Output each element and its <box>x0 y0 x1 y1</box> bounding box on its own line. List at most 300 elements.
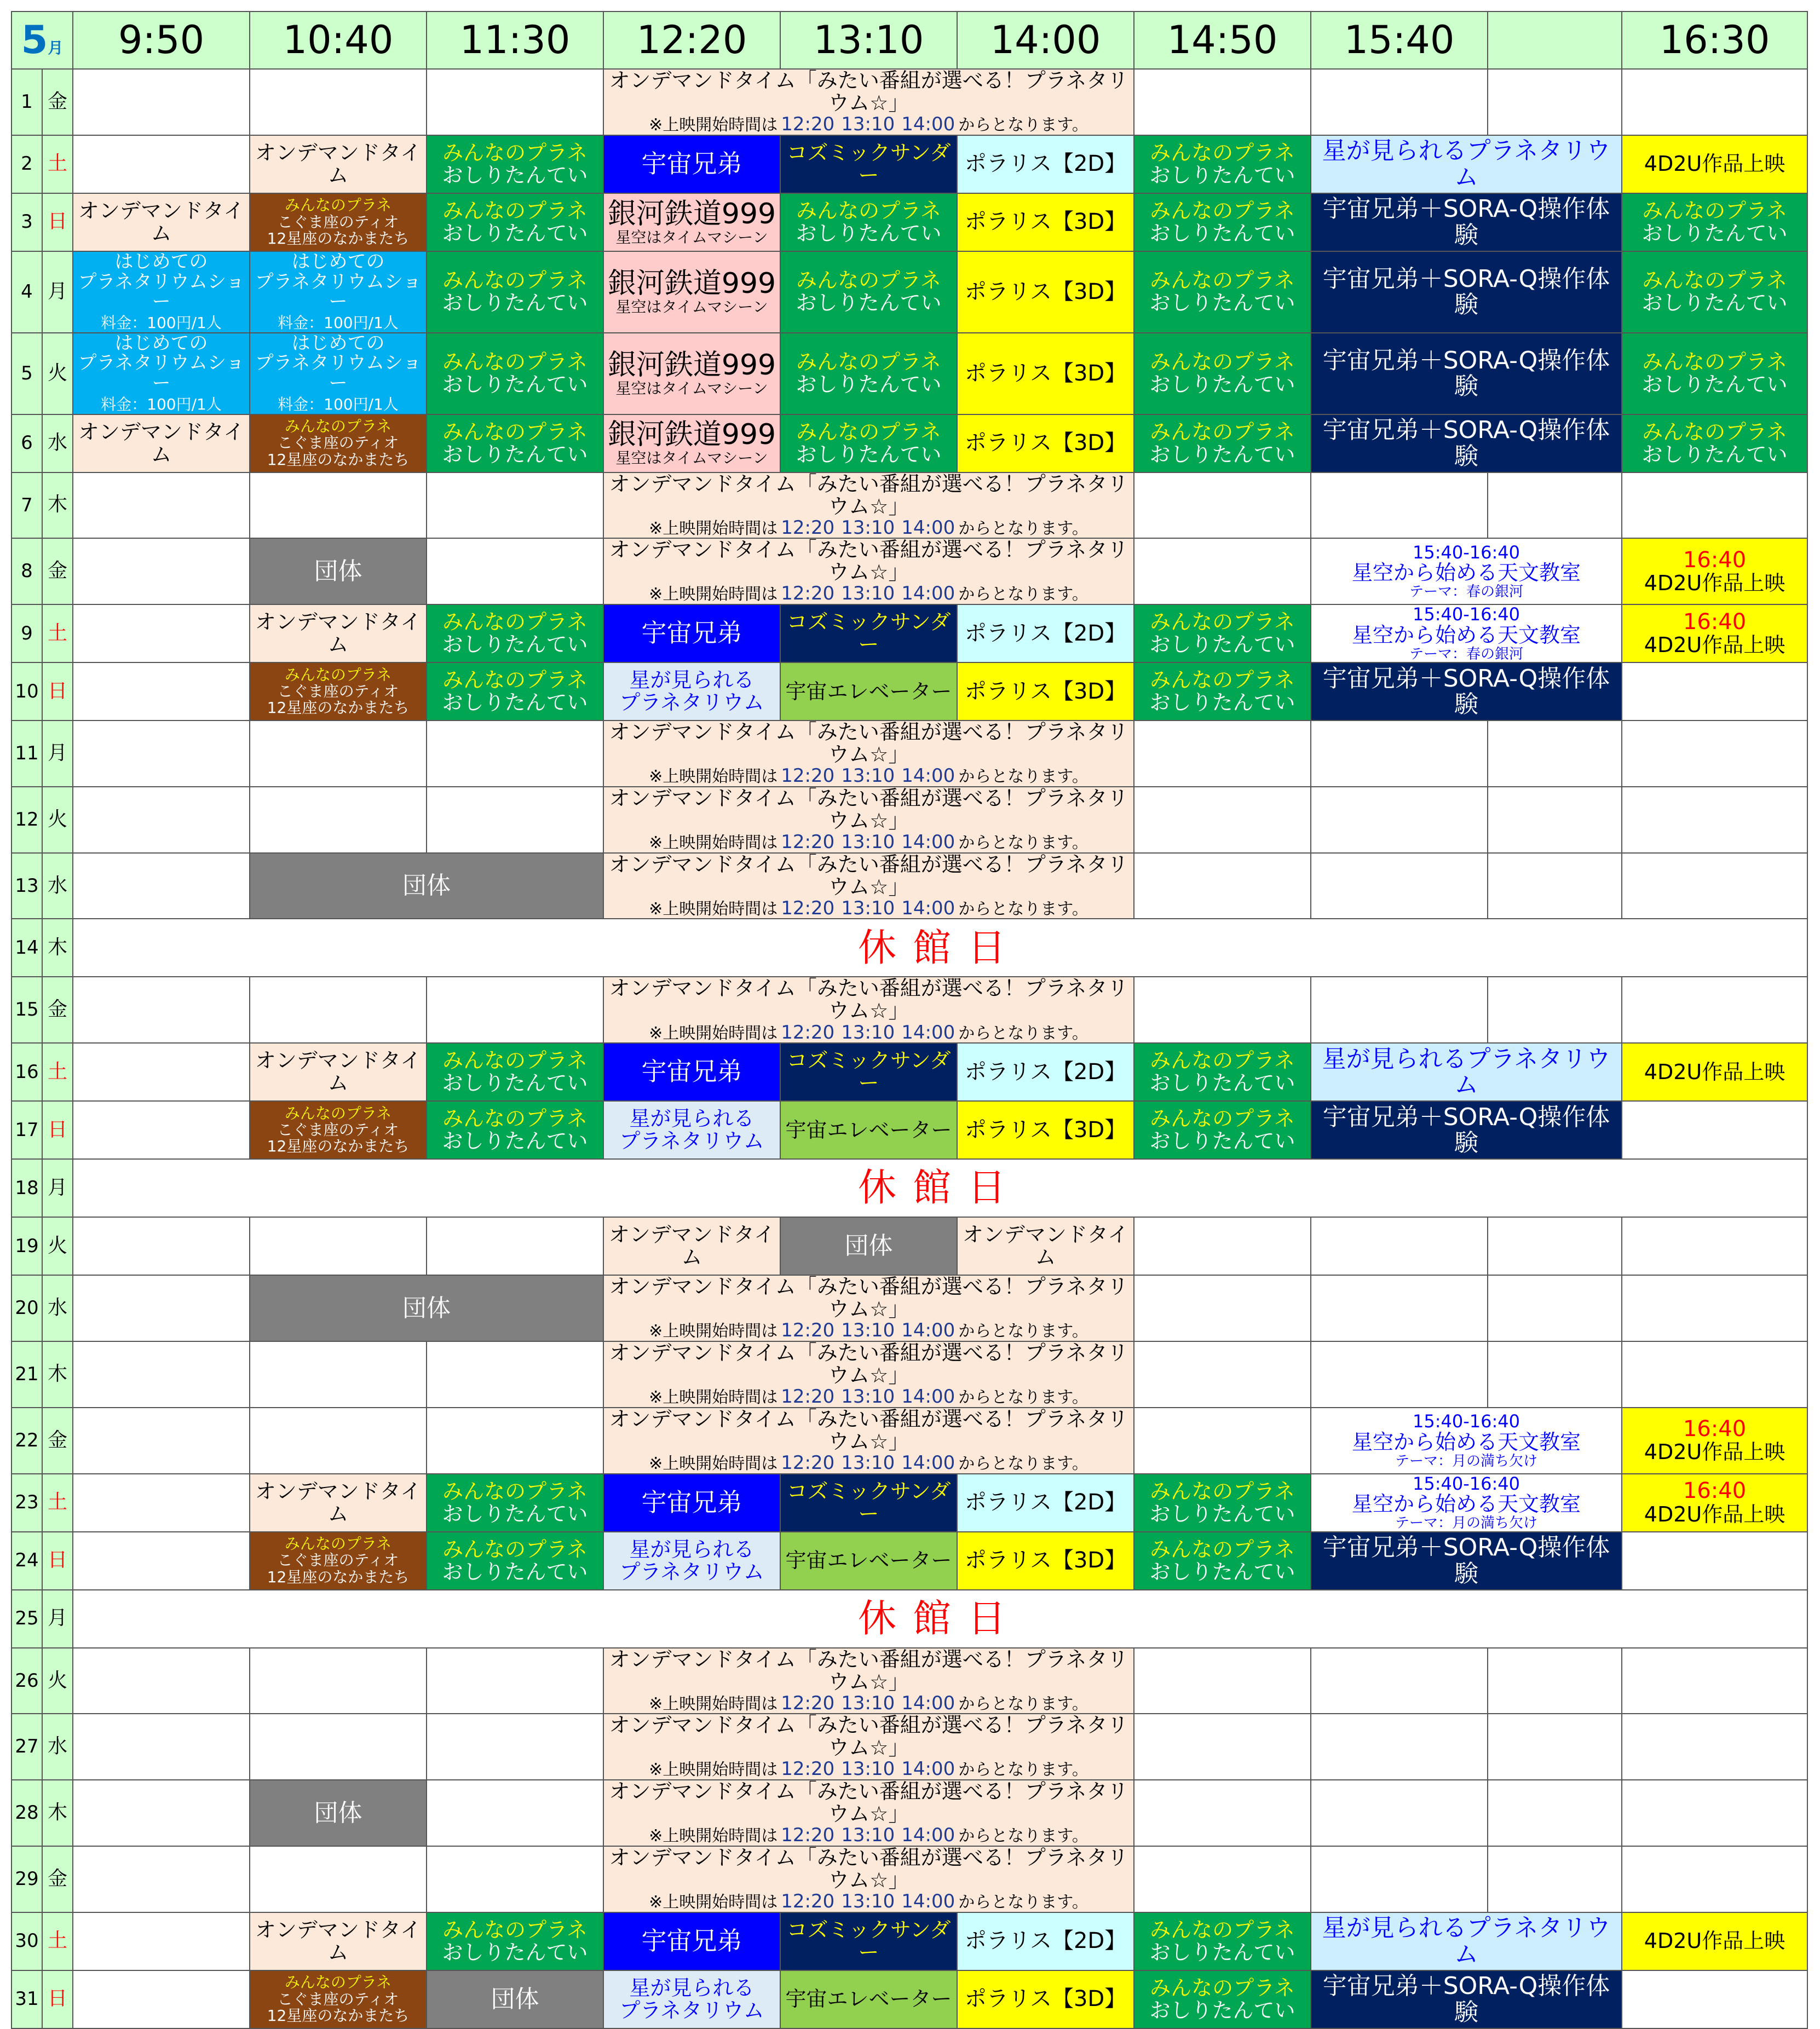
note-time-1: 12:20 <box>781 1824 835 1846</box>
minna-oshiri-cell[interactable] <box>1134 1474 1311 1532</box>
day-number: 4 <box>11 251 42 333</box>
hoshi-planetarium-cell[interactable] <box>603 1970 780 2028</box>
day-weekday: 日 <box>42 662 73 720</box>
ondemand-long-cell[interactable] <box>603 787 1134 853</box>
uchu-kyodai-cell[interactable] <box>603 1043 780 1101</box>
cosmic-thunder-cell[interactable] <box>780 1043 957 1101</box>
note-time-1: 12:20 <box>781 1890 835 1912</box>
ondemand-cell[interactable] <box>250 135 427 193</box>
polaris-2d-cell[interactable] <box>957 1043 1134 1101</box>
uchu-kyodai-cell[interactable] <box>603 1474 780 1532</box>
hoshi-planetarium-cell[interactable] <box>1311 1912 1622 1970</box>
note-pre: ※上映開始時間は <box>649 1322 778 1341</box>
day-number: 15 <box>11 977 42 1043</box>
program-theme: テーマ：春の銀河 <box>1409 645 1524 662</box>
day-row <box>11 1590 1807 1648</box>
polaris-3d-cell[interactable] <box>957 1970 1134 2028</box>
empty-slot <box>1488 787 1622 853</box>
empty-slot <box>427 1714 603 1780</box>
program-label: オンデマンドタイム <box>255 1917 422 1964</box>
ondemand-cell[interactable] <box>73 414 250 472</box>
program-label: 4D2U作品上映 <box>1644 1929 1786 1953</box>
ondemand-title: オンデマンドタイム「みたい番組が選べる！プラネタリウム☆」 <box>609 538 1128 585</box>
program-label: 宇宙兄弟 <box>641 1487 742 1517</box>
note-time-1: 12:20 <box>781 765 835 787</box>
hoshi-planetarium-cell[interactable] <box>1311 135 1622 193</box>
empty-slot <box>250 787 427 853</box>
polaris-3d-cell[interactable] <box>957 662 1134 720</box>
minna-koguma-cell[interactable] <box>250 1101 427 1159</box>
program-label: 宇宙兄弟 <box>641 618 742 648</box>
minna-oshiri-cell[interactable] <box>1134 1532 1311 1590</box>
empty-slot <box>73 1341 250 1408</box>
minna-oshiri-cell[interactable] <box>780 251 957 333</box>
minna-oshiri-cell[interactable] <box>1134 604 1311 662</box>
day-weekday: 月 <box>42 1159 73 1217</box>
program-line-1: みんなのプラネ <box>1642 350 1787 374</box>
group-reserved-cell[interactable] <box>427 1970 603 2028</box>
program-label: オンデマンドタイム <box>78 198 245 245</box>
empty-slot <box>1488 853 1622 919</box>
minna-oshiri-cell[interactable] <box>1134 193 1311 251</box>
polaris-2d-cell[interactable] <box>957 135 1134 193</box>
minna-oshiri-cell[interactable] <box>1134 333 1311 414</box>
day-row <box>11 853 1807 919</box>
minna-oshiri-cell[interactable] <box>1134 135 1311 193</box>
program-line-2: プラネタリウム <box>619 1559 764 1584</box>
day-weekday: 月 <box>42 1590 73 1648</box>
note-post: からとなります。 <box>958 1322 1088 1341</box>
note-time-3: 14:00 <box>901 831 955 853</box>
note-post: からとなります。 <box>958 1760 1088 1780</box>
minna-koguma-cell[interactable] <box>250 1532 427 1590</box>
program-line-2: 星空はタイムマシーン <box>615 298 768 316</box>
ondemand-cell[interactable] <box>603 1217 780 1275</box>
group-reserved-cell[interactable] <box>780 1217 957 1275</box>
day-number: 12 <box>11 787 42 853</box>
sora-q-cell[interactable] <box>1311 1101 1622 1159</box>
minna-koguma-cell[interactable] <box>250 414 427 472</box>
program-price: 料金：100円/1人 <box>278 313 399 332</box>
day-row <box>11 919 1807 977</box>
ondemand-long-cell[interactable] <box>603 1846 1134 1912</box>
polaris-2d-cell[interactable] <box>957 604 1134 662</box>
day-row <box>11 662 1807 720</box>
day-weekday: 火 <box>42 1217 73 1275</box>
empty-slot <box>250 1341 427 1408</box>
note-pre: ※上映開始時間は <box>649 899 778 919</box>
minna-oshiri-cell[interactable] <box>427 662 603 720</box>
empty-slot <box>1311 853 1488 919</box>
minna-oshiri-cell[interactable] <box>427 1474 603 1532</box>
program-line-1: みんなのプラネ <box>284 1104 392 1122</box>
day-weekday: 金 <box>42 977 73 1043</box>
ondemand-long-cell[interactable] <box>603 977 1134 1043</box>
sora-q-cell[interactable] <box>1311 414 1622 472</box>
program-line-3: 12星座のなかまたち <box>267 699 410 717</box>
ondemand-long-cell[interactable] <box>603 472 1134 539</box>
empty-slot <box>1134 1648 1311 1714</box>
program-label: 団体 <box>314 1799 362 1827</box>
schedule-table <box>11 11 1808 2029</box>
day-weekday: 土 <box>42 1043 73 1101</box>
program-line-2: こぐま座のティオ <box>277 1551 399 1570</box>
program-line-1: はじめての <box>291 332 385 354</box>
day-weekday: 金 <box>42 1408 73 1474</box>
day-number: 25 <box>11 1590 42 1648</box>
day-row <box>11 1714 1807 1780</box>
day-number: 16 <box>11 1043 42 1101</box>
polaris-3d-cell[interactable] <box>957 414 1134 472</box>
program-time: 16:40 <box>1683 1478 1747 1504</box>
empty-slot <box>250 1217 427 1275</box>
polaris-2d-cell[interactable] <box>957 1912 1134 1970</box>
program-line-1: 星が見られる <box>629 668 755 693</box>
day-weekday: 土 <box>42 135 73 193</box>
minna-oshiri-cell[interactable] <box>427 604 603 662</box>
day-weekday: 金 <box>42 1846 73 1912</box>
ondemand-long-cell[interactable] <box>603 538 1134 604</box>
day-row <box>11 1101 1807 1159</box>
day-row <box>11 1780 1807 1846</box>
polaris-2d-cell[interactable] <box>957 1474 1134 1532</box>
program-line-2: 星空はタイムマシーン <box>615 379 768 398</box>
d4u-timed-cell[interactable] <box>1622 1408 1807 1474</box>
ginga-999-cell[interactable] <box>603 414 780 472</box>
minna-oshiri-cell[interactable] <box>780 333 957 414</box>
program-theme: テーマ：春の銀河 <box>1409 584 1524 601</box>
program-line-1: みんなのプラネ <box>284 1535 392 1553</box>
program-line-1: みんなのプラネ <box>1150 350 1295 374</box>
space-elevator-cell[interactable] <box>780 662 957 720</box>
minna-oshiri-cell[interactable] <box>1134 1043 1311 1101</box>
program-line-1: みんなのプラネ <box>1150 610 1295 635</box>
minna-koguma-cell[interactable] <box>250 1970 427 2028</box>
minna-oshiri-cell[interactable] <box>1622 251 1807 333</box>
d4u-cell[interactable] <box>1622 1043 1807 1101</box>
sora-q-cell[interactable] <box>1311 333 1622 414</box>
note-post: からとなります。 <box>958 116 1088 135</box>
note-pre: ※上映開始時間は <box>649 1694 778 1714</box>
empty-slot <box>1488 1217 1622 1275</box>
hoshi-planetarium-cell[interactable] <box>603 662 780 720</box>
closed-label: 休館日 <box>858 925 1023 970</box>
note-time-2: 13:10 <box>841 831 895 853</box>
empty-slot <box>427 787 603 853</box>
ondemand-long-cell[interactable] <box>603 1648 1134 1714</box>
program-label: 宇宙兄弟 <box>641 1057 742 1087</box>
day-number: 10 <box>11 662 42 720</box>
polaris-3d-cell[interactable] <box>957 1101 1134 1159</box>
minna-oshiri-cell[interactable] <box>427 1101 603 1159</box>
group-reserved-cell[interactable] <box>250 1780 427 1846</box>
tenmon-class-cell[interactable] <box>1311 538 1622 604</box>
day-row <box>11 414 1807 472</box>
space-elevator-cell[interactable] <box>780 1532 957 1590</box>
d4u-timed-cell[interactable] <box>1622 604 1807 662</box>
note-pre: ※上映開始時間は <box>649 585 778 604</box>
polaris-3d-cell[interactable] <box>957 251 1134 333</box>
day-weekday: 水 <box>42 414 73 472</box>
day-weekday: 日 <box>42 1532 73 1590</box>
note-time-3: 14:00 <box>901 1021 955 1044</box>
minna-oshiri-cell[interactable] <box>1134 414 1311 472</box>
sora-q-cell[interactable] <box>1311 251 1622 333</box>
hoshi-planetarium-cell[interactable] <box>603 1101 780 1159</box>
cosmic-thunder-cell[interactable] <box>780 604 957 662</box>
empty-slot <box>1622 1648 1807 1714</box>
empty-slot <box>1622 1275 1807 1341</box>
empty-slot <box>250 472 427 539</box>
empty-slot <box>1488 1341 1622 1408</box>
empty-slot <box>73 1275 250 1341</box>
program-line-2: おしりたんてい <box>796 372 942 397</box>
uchu-kyodai-cell[interactable] <box>603 135 780 193</box>
day-weekday: 水 <box>42 1275 73 1341</box>
polaris-3d-cell[interactable] <box>957 193 1134 251</box>
empty-slot <box>1622 1970 1807 2028</box>
minna-oshiri-cell[interactable] <box>1134 1970 1311 2028</box>
ginga-999-cell[interactable] <box>603 251 780 333</box>
ondemand-long-cell[interactable] <box>603 853 1134 919</box>
space-elevator-cell[interactable] <box>780 1970 957 2028</box>
program-line-2: 星空はタイムマシーン <box>615 228 768 246</box>
d4u-cell[interactable] <box>1622 135 1807 193</box>
minna-oshiri-cell[interactable] <box>427 1912 603 1970</box>
program-line-2: こぐま座のティオ <box>277 1121 399 1139</box>
space-elevator-cell[interactable] <box>780 1101 957 1159</box>
ondemand-long-cell[interactable] <box>603 1341 1134 1408</box>
note-time-1: 12:20 <box>781 583 835 605</box>
program-line-2: おしりたんてい <box>1149 690 1295 715</box>
program-label: 宇宙エレベーター <box>785 1117 952 1142</box>
empty-slot <box>1622 1341 1807 1408</box>
minna-oshiri-cell[interactable] <box>1134 251 1311 333</box>
ondemand-cell[interactable] <box>250 1474 427 1532</box>
empty-slot <box>1488 1275 1622 1341</box>
program-label: ポラリス【3D】 <box>964 1117 1127 1143</box>
day-weekday: 火 <box>42 333 73 414</box>
day-number: 23 <box>11 1474 42 1532</box>
day-number: 9 <box>11 604 42 662</box>
day-number: 20 <box>11 1275 42 1341</box>
month-label <box>11 11 73 69</box>
day-row <box>11 1648 1807 1714</box>
cosmic-thunder-cell[interactable] <box>780 135 957 193</box>
note-time-2: 13:10 <box>841 1319 895 1341</box>
group-reserved-cell[interactable] <box>250 853 603 919</box>
uchu-kyodai-cell[interactable] <box>603 604 780 662</box>
ondemand-title: オンデマンドタイム「みたい番組が選べる！プラネタリウム☆」 <box>609 1341 1128 1388</box>
program-line-2: おしりたんてい <box>1149 291 1295 315</box>
empty-slot <box>1134 1714 1311 1780</box>
minna-oshiri-cell[interactable] <box>780 414 957 472</box>
d4u-timed-cell[interactable] <box>1622 538 1807 604</box>
empty-slot <box>1134 1341 1311 1408</box>
program-line-2: おしりたんてい <box>1642 442 1788 466</box>
d4u-timed-cell[interactable] <box>1622 1474 1807 1532</box>
sora-q-cell[interactable] <box>1311 193 1622 251</box>
closed-day-cell <box>73 919 1807 977</box>
group-reserved-cell[interactable] <box>250 1275 603 1341</box>
time-col-1630: 16:30 <box>1622 11 1807 69</box>
group-reserved-cell[interactable] <box>250 538 427 604</box>
minna-koguma-cell[interactable] <box>250 662 427 720</box>
program-price: 料金：100円/1人 <box>101 395 222 413</box>
empty-slot <box>1622 787 1807 853</box>
minna-oshiri-cell[interactable] <box>427 251 603 333</box>
ondemand-title: オンデマンドタイム「みたい番組が選べる！プラネタリウム☆」 <box>609 1780 1128 1826</box>
program-theme: テーマ：月の満ち欠け <box>1395 1452 1538 1469</box>
program-line-2: こぐま座のティオ <box>277 1990 399 2008</box>
program-line-1: みんなのプラネ <box>1642 198 1787 223</box>
program-line-2: おしりたんてい <box>1149 1998 1295 2022</box>
program-label: 4D2U作品上映 <box>1644 633 1786 658</box>
minna-oshiri-cell[interactable] <box>427 1043 603 1101</box>
ondemand-long-cell[interactable] <box>603 1408 1134 1474</box>
empty-slot <box>427 1846 603 1912</box>
empty-slot <box>1622 853 1807 919</box>
day-row <box>11 1846 1807 1912</box>
hajimete-cell[interactable] <box>73 333 250 414</box>
empty-slot <box>1134 1846 1311 1912</box>
program-line-1: みんなのプラネ <box>442 1106 588 1131</box>
empty-slot <box>73 538 250 604</box>
note-time-2: 13:10 <box>841 1890 895 1912</box>
note-time-2: 13:10 <box>841 1021 895 1044</box>
minna-oshiri-cell[interactable] <box>427 135 603 193</box>
empty-slot <box>73 472 250 539</box>
note-time-2: 13:10 <box>841 765 895 787</box>
program-title: 星空から始める天文教室 <box>1352 1429 1581 1454</box>
ondemand-long-cell[interactable] <box>603 1780 1134 1846</box>
cosmic-thunder-cell[interactable] <box>780 1474 957 1532</box>
hoshi-planetarium-cell[interactable] <box>603 1532 780 1590</box>
minna-oshiri-cell[interactable] <box>427 414 603 472</box>
hajimete-cell[interactable] <box>250 333 427 414</box>
program-line-2: こぐま座のティオ <box>277 434 399 452</box>
program-label: 宇宙兄弟＋SORA-Q操作体験 <box>1322 264 1610 319</box>
program-line-1: みんなのプラネ <box>442 1048 588 1073</box>
d4u-cell[interactable] <box>1622 1912 1807 1970</box>
note-time-2: 13:10 <box>841 583 895 605</box>
sora-q-cell[interactable] <box>1311 662 1622 720</box>
minna-oshiri-cell[interactable] <box>427 1532 603 1590</box>
minna-koguma-cell[interactable] <box>250 193 427 251</box>
tenmon-class-cell[interactable] <box>1311 1474 1622 1532</box>
minna-oshiri-cell[interactable] <box>780 193 957 251</box>
minna-oshiri-cell[interactable] <box>1134 1912 1311 1970</box>
day-number: 2 <box>11 135 42 193</box>
uchu-kyodai-cell[interactable] <box>603 1912 780 1970</box>
empty-slot <box>1134 538 1311 604</box>
time-col-1450: 14:50 <box>1134 11 1311 69</box>
hoshi-planetarium-cell[interactable] <box>1311 1043 1622 1101</box>
day-row <box>11 1341 1807 1408</box>
program-label: 宇宙兄弟＋SORA-Q操作体験 <box>1322 1972 1610 2026</box>
program-line-1: みんなのプラネ <box>1150 419 1295 444</box>
day-weekday: 日 <box>42 193 73 251</box>
hajimete-cell[interactable] <box>73 251 250 333</box>
ondemand-long-cell[interactable] <box>603 1275 1134 1341</box>
program-label: ポラリス【3D】 <box>964 1986 1127 2012</box>
minna-oshiri-cell[interactable] <box>427 193 603 251</box>
minna-oshiri-cell[interactable] <box>1134 662 1311 720</box>
note-post: からとなります。 <box>958 518 1088 538</box>
program-line-1: みんなのプラネ <box>442 668 588 693</box>
program-label: ポラリス【3D】 <box>964 678 1127 704</box>
ondemand-cell[interactable] <box>250 604 427 662</box>
program-label: 星が見られるプラネタリウム <box>1322 1045 1611 1099</box>
program-line-2: おしりたんてい <box>442 291 588 315</box>
header-row <box>11 11 1807 69</box>
day-weekday: 土 <box>42 1474 73 1532</box>
ginga-999-cell[interactable] <box>603 333 780 414</box>
note-post: からとなります。 <box>958 1694 1088 1714</box>
ginga-999-cell[interactable] <box>603 193 780 251</box>
sora-q-cell[interactable] <box>1311 1970 1622 2028</box>
cosmic-thunder-cell[interactable] <box>780 1912 957 1970</box>
empty-slot <box>250 1648 427 1714</box>
hajimete-cell[interactable] <box>250 251 427 333</box>
program-label: 団体 <box>844 1232 893 1260</box>
note-time-3: 14:00 <box>901 1451 955 1474</box>
ondemand-long-cell[interactable] <box>603 1714 1134 1780</box>
ondemand-cell[interactable] <box>250 1912 427 1970</box>
day-weekday: 金 <box>42 69 73 135</box>
note-post: からとなります。 <box>958 1454 1088 1473</box>
polaris-3d-cell[interactable] <box>957 333 1134 414</box>
note-time-1: 12:20 <box>781 897 835 919</box>
minna-oshiri-cell[interactable] <box>1134 1101 1311 1159</box>
ondemand-cell[interactable] <box>73 193 250 251</box>
minna-oshiri-cell[interactable] <box>1622 333 1807 414</box>
empty-slot <box>1622 977 1807 1043</box>
minna-oshiri-cell[interactable] <box>1622 414 1807 472</box>
ondemand-cell[interactable] <box>957 1217 1134 1275</box>
program-line-1: 銀河鉄道999 <box>607 348 776 382</box>
minna-oshiri-cell[interactable] <box>1622 193 1807 251</box>
tenmon-class-cell[interactable] <box>1311 604 1622 662</box>
time-col-1540: 15:40 <box>1311 11 1488 69</box>
empty-slot <box>1134 69 1311 135</box>
polaris-3d-cell[interactable] <box>957 1532 1134 1590</box>
program-label: ポラリス【3D】 <box>964 430 1127 456</box>
note-post: からとなります。 <box>958 833 1088 852</box>
sora-q-cell[interactable] <box>1311 1532 1622 1590</box>
note-pre: ※上映開始時間は <box>649 1388 778 1408</box>
empty-slot <box>1488 720 1622 787</box>
program-line-1: みんなのプラネ <box>442 610 588 635</box>
empty-slot <box>1488 1714 1622 1780</box>
program-line-1: はじめての <box>291 251 385 273</box>
note-time-3: 14:00 <box>901 583 955 605</box>
ondemand-long-cell[interactable] <box>603 720 1134 787</box>
ondemand-cell[interactable] <box>250 1043 427 1101</box>
program-time: 16:40 <box>1683 1416 1747 1442</box>
empty-slot <box>250 977 427 1043</box>
ondemand-long-cell[interactable] <box>603 69 1134 135</box>
empty-slot <box>73 720 250 787</box>
tenmon-class-cell[interactable] <box>1311 1408 1622 1474</box>
empty-slot <box>250 1408 427 1474</box>
note-post: からとなります。 <box>958 1023 1088 1043</box>
empty-slot <box>1311 472 1488 539</box>
program-line-2: おしりたんてい <box>796 291 942 315</box>
empty-slot <box>73 853 250 919</box>
time-col-1040: 10:40 <box>250 11 427 69</box>
minna-oshiri-cell[interactable] <box>427 333 603 414</box>
